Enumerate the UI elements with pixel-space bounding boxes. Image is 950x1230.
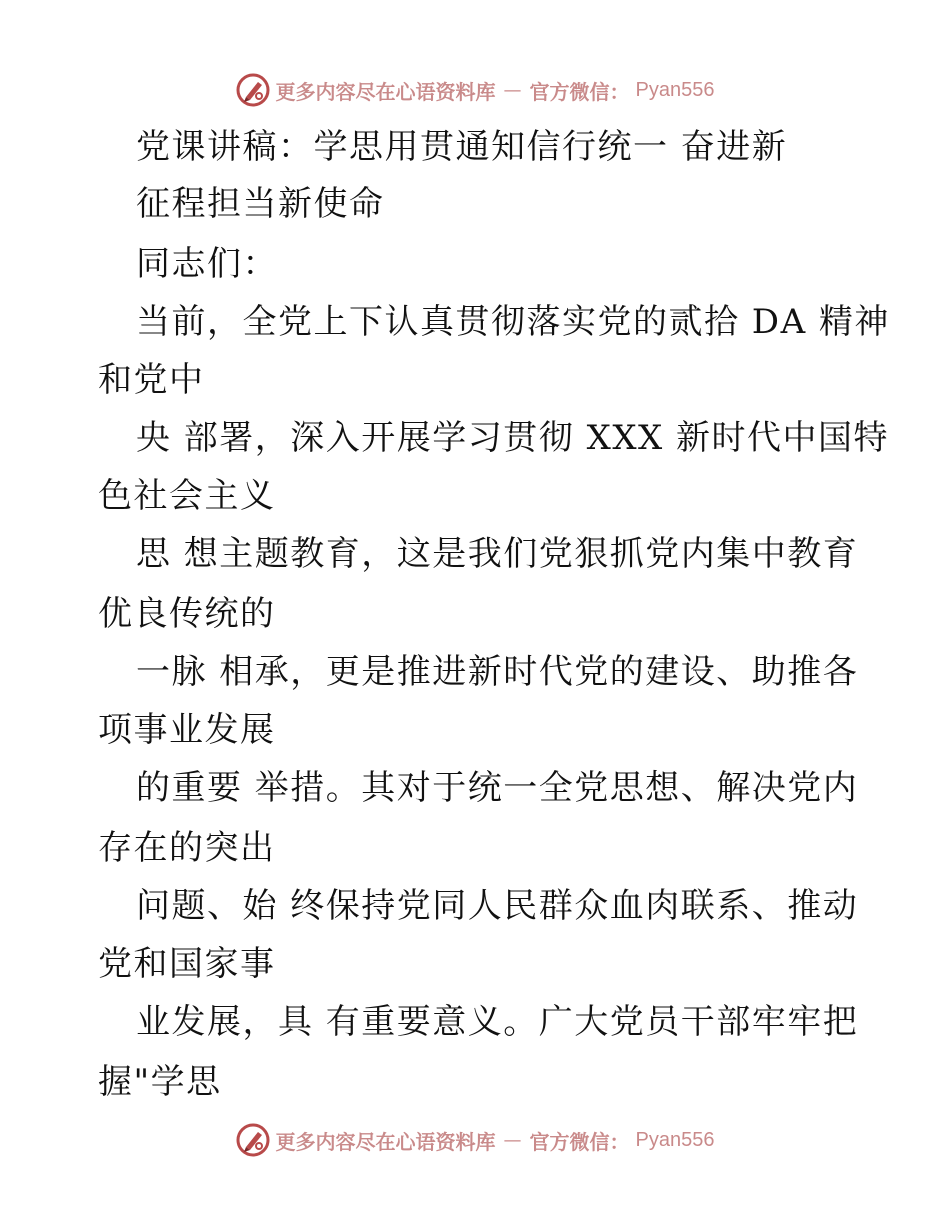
watermark-dash: — (503, 1129, 522, 1151)
body-line: 问题、始 终保持党同人民群众血肉联系、推动 (136, 886, 859, 926)
header-watermark (0, 70, 950, 110)
body-line: 当前，全党上下认真贯彻落实党的贰拾 DA 精神 (136, 302, 890, 342)
body-line: 握"学思 (98, 1062, 222, 1102)
title-line-1: 党课讲稿：学思用贯通知信行统一 奋进新 (136, 127, 788, 167)
watermark-dash: — (503, 79, 522, 101)
pen-logo-icon (236, 73, 270, 107)
salutation: 同志们： (136, 244, 278, 284)
watermark-text: 更多内容尽在心语资料库 (275, 1129, 496, 1154)
body-line: 思 想主题教育，这是我们党狠抓党内集中教育 (136, 534, 859, 574)
watermark-text: 更多内容尽在心语资料库 (275, 79, 496, 104)
body-line: 央 部署，深入开展学习贯彻 XXX 新时代中国特 (136, 418, 890, 458)
watermark-wechat-id: Pyan556 (635, 78, 715, 101)
pen-logo-icon (236, 1123, 270, 1157)
body-line: 的重要 举措。其对于统一全党思想、解决党内 (136, 768, 859, 808)
body-line: 党和国家事 (98, 944, 276, 984)
body-line: 和党中 (98, 360, 205, 400)
body-line: 存在的突出 (98, 828, 276, 868)
body-line: 业发展，具 有重要意义。广大党员干部牢牢把 (136, 1002, 859, 1042)
footer-watermark (0, 1120, 950, 1160)
watermark-wechat-label: 官方微信： (529, 1129, 630, 1154)
body-line: 优良传统的 (98, 594, 276, 634)
body-line: 项事业发展 (98, 710, 276, 750)
title-line-2: 征程担当新使命 (136, 184, 385, 224)
body-line: 一脉 相承，更是推进新时代党的建设、助推各 (136, 652, 859, 692)
body-line: 色社会主义 (98, 476, 276, 516)
watermark-wechat-label: 官方微信： (529, 79, 630, 104)
watermark-wechat-id: Pyan556 (635, 1128, 715, 1151)
